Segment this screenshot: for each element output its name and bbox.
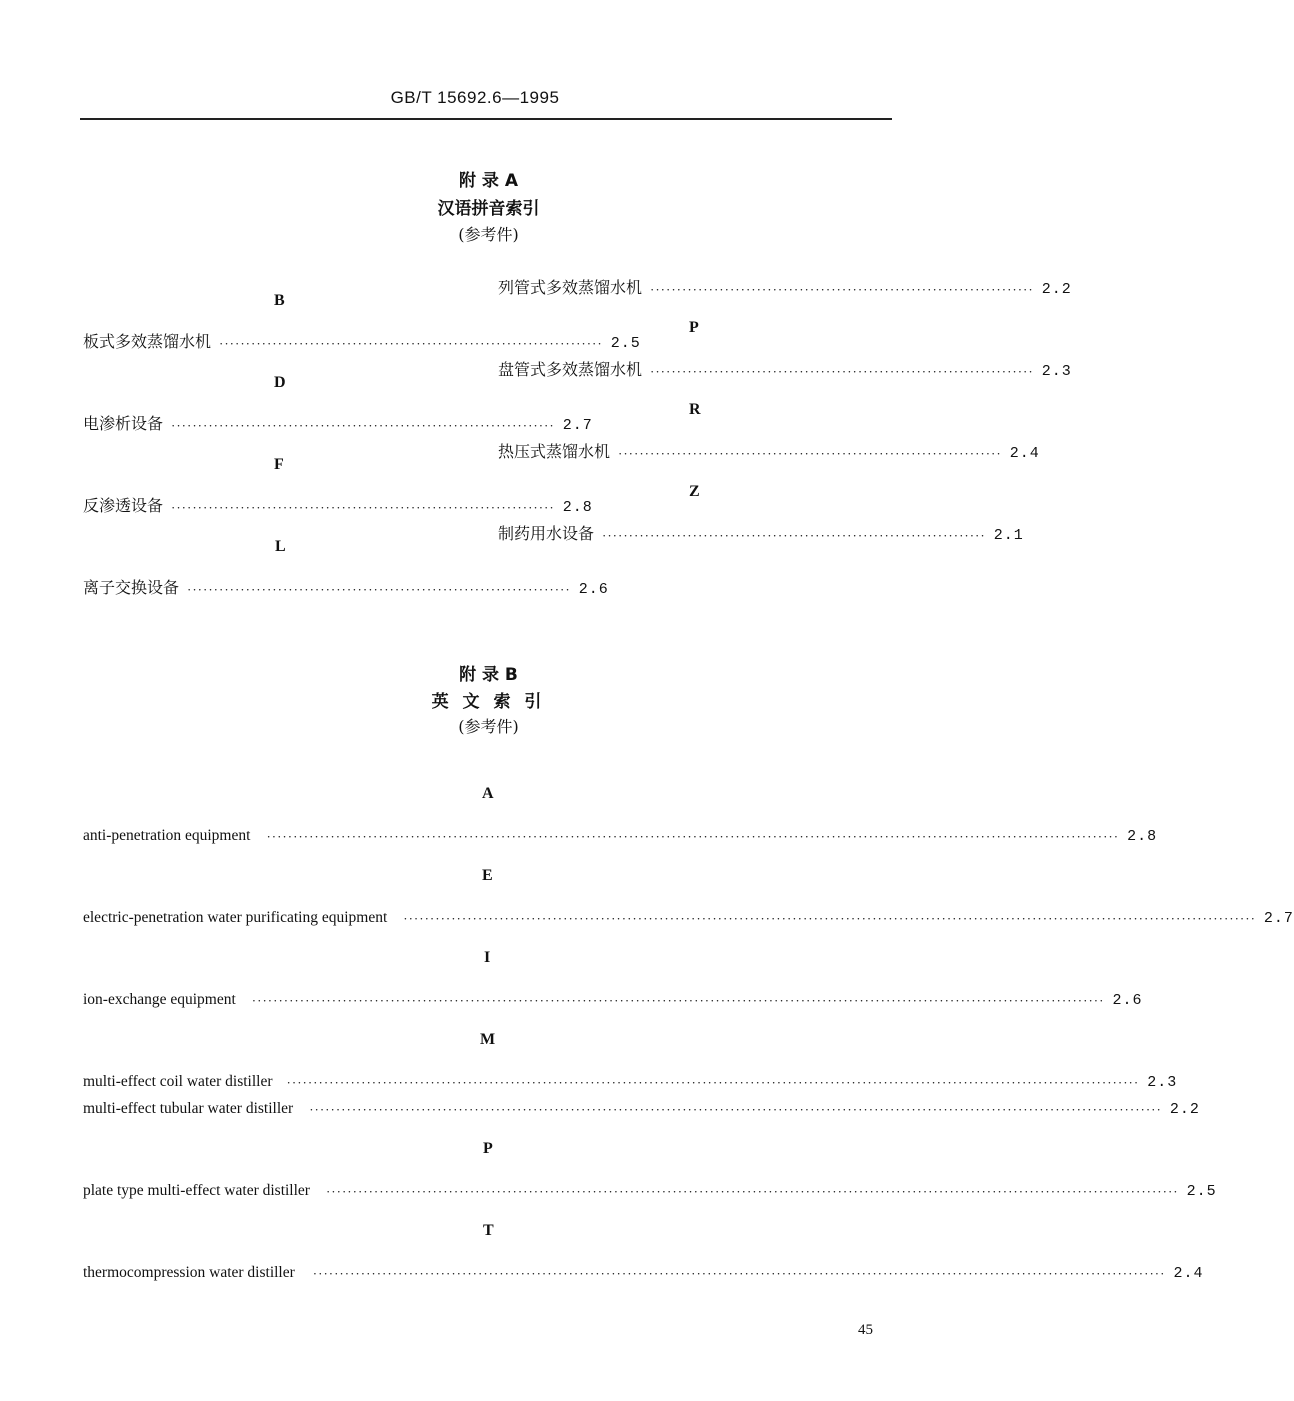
leader-dots: ········································································	[171, 500, 555, 515]
leader-dots: ································································································································································	[312, 1266, 1166, 1281]
appendix-b-subtitle: 英 文 索 引	[431, 692, 546, 712]
leader-dots: ········································································	[618, 446, 1002, 461]
index-letter: T	[483, 1222, 494, 1239]
index-letter: P	[689, 319, 699, 336]
leader-dots: ········································································	[219, 336, 603, 351]
clause-ref: 2.2	[1041, 281, 1072, 298]
leader-dots: ································································································································································	[286, 1075, 1140, 1090]
index-entry	[83, 330, 641, 352]
index-term: 列管式多效蒸馏水机	[498, 278, 643, 297]
appendix-b-note: (参考件)	[458, 717, 519, 736]
index-entry	[83, 823, 1158, 845]
clause-ref: 2.3	[1147, 1074, 1178, 1091]
index-entry	[498, 522, 1024, 544]
index-term: 电渗析设备	[83, 414, 164, 433]
index-term: multi-effect tubular water distiller	[83, 1100, 294, 1117]
leader-dots: ········································································	[602, 528, 986, 543]
leader-dots: ········································································	[650, 282, 1034, 297]
page-number: 45	[858, 1322, 873, 1338]
index-letter: R	[689, 401, 701, 418]
index-entry	[83, 1069, 1178, 1091]
index-term: 离子交换设备	[83, 578, 180, 597]
clause-ref: 2.5	[1186, 1183, 1217, 1200]
clause-ref: 2.4	[1173, 1265, 1204, 1282]
clause-ref: 2.3	[1041, 363, 1072, 380]
leader-dots: ································································································································································	[403, 911, 1256, 926]
index-letter: P	[483, 1140, 493, 1157]
index-letter: D	[274, 374, 286, 391]
leader-dots: ········································································	[171, 418, 555, 433]
index-letter: B	[274, 292, 285, 309]
leader-dots: ········································································	[650, 364, 1034, 379]
index-entry	[498, 276, 1072, 298]
index-term: multi-effect coil water distiller	[83, 1073, 273, 1090]
clause-ref: 2.5	[610, 335, 641, 352]
index-entry	[83, 576, 609, 598]
index-entry	[83, 1096, 1200, 1118]
index-term: 反渗透设备	[83, 496, 164, 515]
index-term: ion-exchange equipment	[83, 991, 236, 1008]
index-letter: E	[482, 867, 493, 884]
clause-ref: 2.4	[1009, 445, 1040, 462]
appendix-a-title: 附 录 A	[459, 171, 518, 191]
leader-dots: ································································································································································	[309, 1102, 1162, 1117]
index-term: anti-penetration equipment	[83, 827, 251, 844]
header-rule	[80, 118, 892, 120]
leader-dots: ································································································································································	[266, 829, 1120, 844]
index-entry	[83, 987, 1143, 1009]
index-term: 盘管式多效蒸馏水机	[498, 360, 643, 379]
clause-ref: 2.6	[578, 581, 609, 598]
clause-ref: 2.8	[562, 499, 593, 516]
index-letter: I	[484, 949, 491, 966]
index-entry	[83, 412, 593, 434]
appendix-b-title: 附 录 B	[459, 665, 518, 685]
index-term: 板式多效蒸馏水机	[83, 332, 212, 351]
index-term: electric-penetration water purificating equipment	[83, 909, 388, 926]
standard-header: GB/T 15692.6—1995	[390, 88, 560, 107]
index-entry	[83, 1178, 1217, 1200]
index-entry	[83, 905, 1294, 927]
index-entry	[83, 1260, 1204, 1282]
index-letter: F	[274, 456, 284, 473]
index-term: 制药用水设备	[498, 524, 595, 543]
index-term: 热压式蒸馏水机	[498, 442, 611, 461]
index-term: plate type multi-effect water distiller	[83, 1182, 310, 1199]
leader-dots: ································································································································································	[251, 993, 1105, 1008]
appendix-a-note: (参考件)	[458, 225, 519, 244]
leader-dots: ········································································	[187, 582, 571, 597]
clause-ref: 2.1	[993, 527, 1024, 544]
index-entry	[498, 440, 1040, 462]
clause-ref: 2.2	[1169, 1101, 1200, 1118]
index-letter: L	[275, 538, 286, 555]
index-term: thermocompression water distiller	[83, 1264, 295, 1281]
index-entry	[498, 358, 1072, 380]
leader-dots: ································································································································································	[325, 1184, 1179, 1199]
index-letter: Z	[689, 483, 700, 500]
clause-ref: 2.6	[1112, 992, 1143, 1009]
clause-ref: 2.7	[562, 417, 593, 434]
clause-ref: 2.8	[1127, 828, 1158, 845]
index-letter: M	[480, 1031, 496, 1048]
appendix-a-subtitle: 汉语拼音索引	[437, 199, 540, 219]
clause-ref: 2.7	[1263, 910, 1294, 927]
index-letter: A	[482, 785, 494, 802]
index-entry	[83, 494, 593, 516]
